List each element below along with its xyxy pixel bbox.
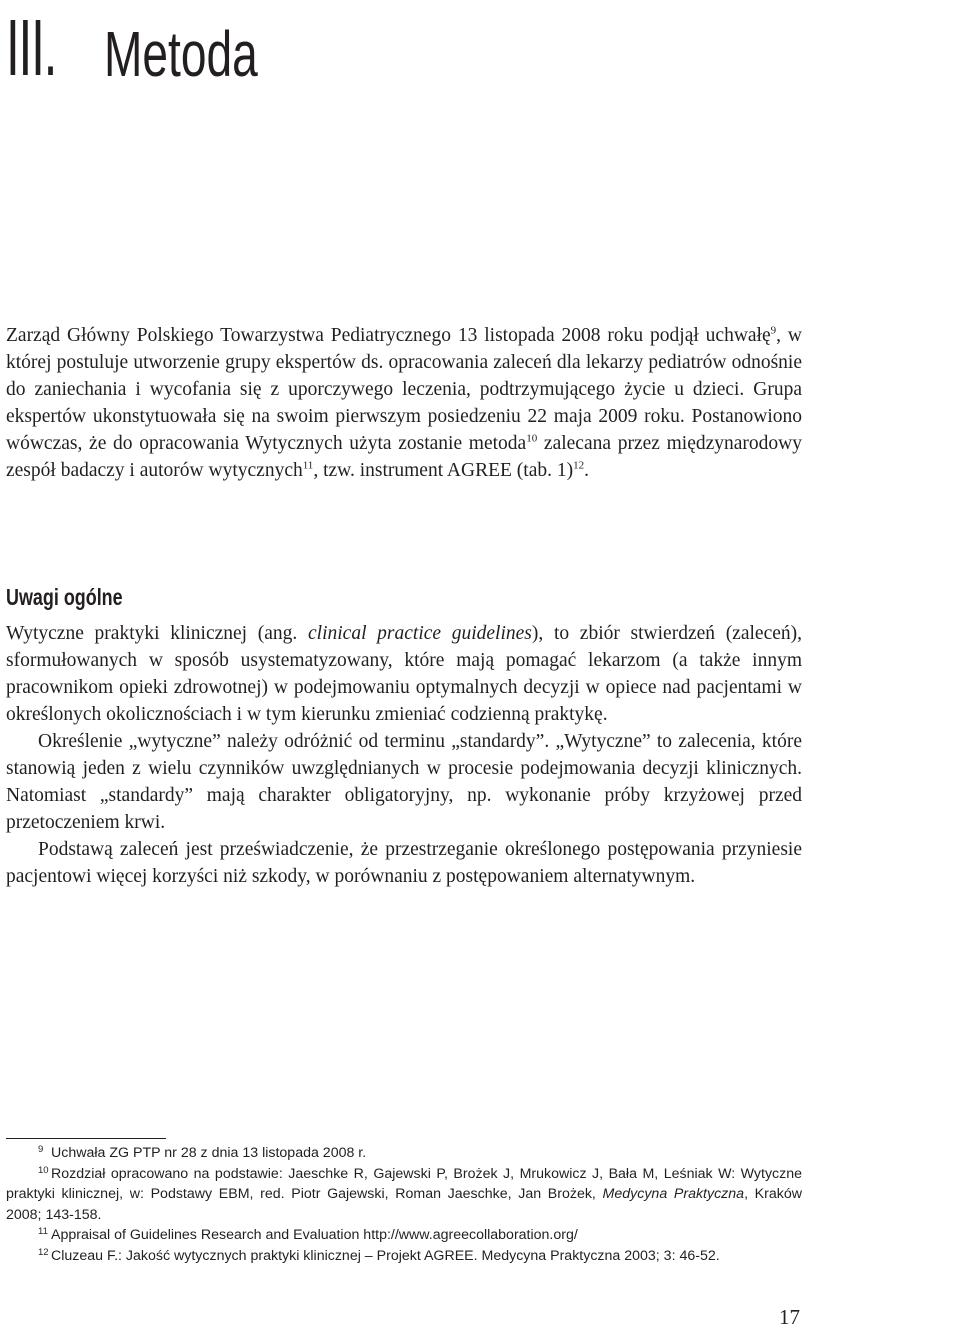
- general-text-1: Wytyczne praktyki klinicznej (ang.: [6, 623, 308, 644]
- general-paragraph-3: Podstawą zaleceń jest przeświadczenie, że przestrzeganie określonego postępowania przyniesie pacjentowi więcej korzyści niż szkody, w porównaniu z postępowaniem alternatywnym.: [6, 839, 802, 887]
- footnote-divider: [6, 1138, 166, 1139]
- general-italic-term: clinical practice guidelines: [308, 623, 532, 644]
- footnote-text-10-italic: Medycyna Praktyczna: [602, 1186, 745, 1202]
- footnote-ref-10: 10: [526, 432, 538, 445]
- footnote-11: 11 Appraisal of Guidelines Research and Evaluation http://www.agreecollaboration.org/: [38, 1226, 578, 1243]
- intro-text-1: Zarząd Główny Polskiego Towarzystwa Pediatrycznego 13 listopada 2008 roku podjął uchwałę: [6, 325, 771, 346]
- general-paragraph-1: [6, 620, 802, 728]
- footnote-text-11: Appraisal of Guidelines Research and Evaluation http://www.agreecollaboration.org/: [51, 1227, 578, 1243]
- intro-section: [6, 322, 802, 484]
- footnote-ref-11: 11: [302, 459, 314, 472]
- chapter-title: Metoda: [104, 18, 258, 90]
- intro-paragraph: [6, 322, 802, 484]
- footnote-ref-9: 9: [770, 324, 777, 337]
- footnote-text-10-part2: , Kraków 2008; 143-158.: [6, 1186, 802, 1223]
- intro-text-5: .: [584, 460, 589, 481]
- footnote-12: 12 Cluzeau F.: Jakość wytycznych praktyki klinicznej – Projekt AGREE. Medycyna Praktyczna 2003; 3: 46-52.: [38, 1246, 720, 1264]
- intro-text-3: zalecana przez międzynarodowy zespół badaczy i autorów wytycznych: [6, 433, 803, 481]
- footnote-text-10-part1: Rozdział opracowano na podstawie: Jaeschke R, Gajewski P, Brożek J, Mrukowicz J, Bała M, Leśniak W: Wytyczne praktyki klinicznej, w: Podstawy EBM, red. Piotr Gajewski, Roman Jaeschke, Jan Brożek,: [6, 1165, 802, 1202]
- section-heading: Uwagi ogólne: [6, 584, 123, 611]
- footnote-10: 10 Rozdział opracowano na podstawie: Jaeschke R, Gajewski P, Brożek J, Mrukowicz J, Bała M, Leśniak W: Wytyczne praktyki klinicznej, w: Podstawy EBM, red. Piotr Gajewski, Roman Jaeschke, Jan Brożek, Medycyna Praktyczna, Kraków 2008; 143-158.: [6, 1164, 802, 1223]
- general-text-2: ), to zbiór stwierdzeń (zaleceń), sformułowanych w sposób usystematyzowany, które mają pomagać lekarzom (a także innym pracownikom opieki zdrowotnej) w podejmowaniu optymalnych decyzji w opiece nad pacjentami w określonych okolicznościach i w tym kierunku zmieniać codzienną praktykę.: [6, 623, 802, 725]
- general-section: [6, 620, 802, 890]
- footnote-text-9: Uchwała ZG PTP nr 28 z dnia 13 listopada 2008 r.: [51, 1145, 367, 1161]
- footnote-text-12: Cluzeau F.: Jakość wytycznych praktyki klinicznej – Projekt AGREE. Medycyna Praktyczna 2003; 3: 46-52.: [51, 1247, 720, 1264]
- chapter-numeral: III.: [6, 3, 57, 92]
- general-paragraph-2: Określenie „wytyczne” należy odróżnić od terminu „standardy”. „Wytyczne” to zalecenia, które stanowią jeden z wielu czynników uwzględnianych w procesie podejmowania decyzji klinicznych. Natomiast „standardy” mają charakter obligatoryjny, np. wykonanie próby krzyżowej przed przetoczeniem krwi.: [6, 731, 802, 833]
- intro-text-4: , tzw. instrument AGREE (tab. 1): [313, 460, 574, 481]
- chapter-header: [6, 3, 258, 92]
- footnote-9: 9 Uchwała ZG PTP nr 28 z dnia 13 listopada 2008 r.: [38, 1144, 367, 1161]
- footnotes: [6, 1143, 802, 1266]
- footnote-ref-12: 12: [573, 459, 585, 472]
- intro-text-2: , w której postuluje utworzenie grupy ekspertów ds. opracowania zaleceń dla lekarzy pediatrów odnośnie do zaniechania i wycofania się z uporczywego leczenia, podtrzymującego życie u dzieci. Grupa ekspertów ukonstytuowała się na swoim pierwszym posiedzeniu 22 maja 2009 roku. Postanowiono wówczas, że do opracowania Wytycznych użyta zostanie metoda: [6, 325, 802, 454]
- page-number: 17: [779, 1305, 800, 1329]
